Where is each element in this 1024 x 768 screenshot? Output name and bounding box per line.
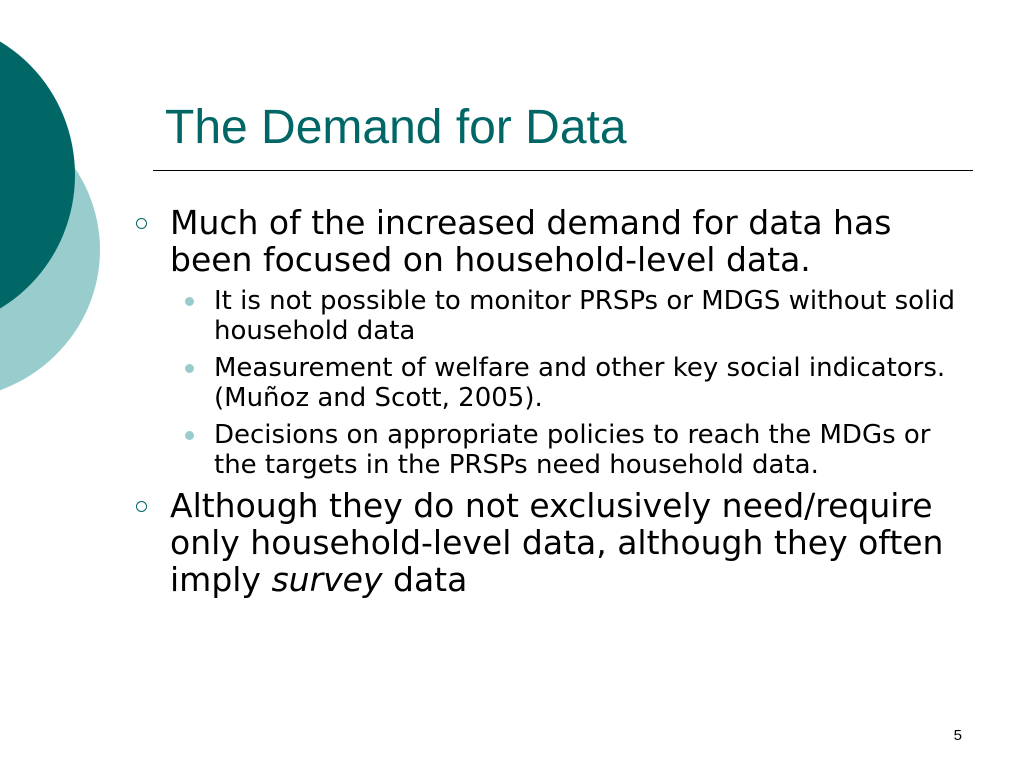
filled-circle-bullet-icon [185, 364, 194, 373]
sub-bullet-item [130, 353, 980, 413]
bullet-text-before: Although they do not exclusively need/require only household-level data, although they often imply [170, 486, 944, 599]
bullet-item [130, 204, 980, 278]
sub-bullet-text: Decisions on appropriate policies to reach the MDGs or the targets in the PRSPs need household data. [214, 420, 931, 480]
sub-bullet-text: Measurement of welfare and other key social indicators. (Muñoz and Scott, 2005). [214, 353, 946, 413]
sub-bullet-list [130, 286, 980, 480]
hollow-circle-bullet-icon [136, 501, 147, 512]
bullet-text-emphasis: survey [271, 560, 383, 599]
bullet-text: Much of the increased demand for data has been focused on household-level data. [170, 203, 892, 279]
sub-bullet-item [130, 286, 980, 346]
sub-bullet-item [130, 420, 980, 480]
bullet-text-after: data [393, 560, 468, 599]
bullet-item [130, 487, 980, 598]
hollow-circle-bullet-icon [136, 218, 147, 229]
slide-body [130, 204, 980, 598]
sub-bullet-text: It is not possible to monitor PRSPs or MDGS without solid household data [214, 286, 955, 346]
slide-title: The Demand for Data [165, 101, 627, 154]
filled-circle-bullet-icon [185, 431, 194, 440]
slide-number: 5 [953, 727, 962, 744]
filled-circle-bullet-icon [185, 297, 194, 306]
title-divider [153, 170, 973, 171]
